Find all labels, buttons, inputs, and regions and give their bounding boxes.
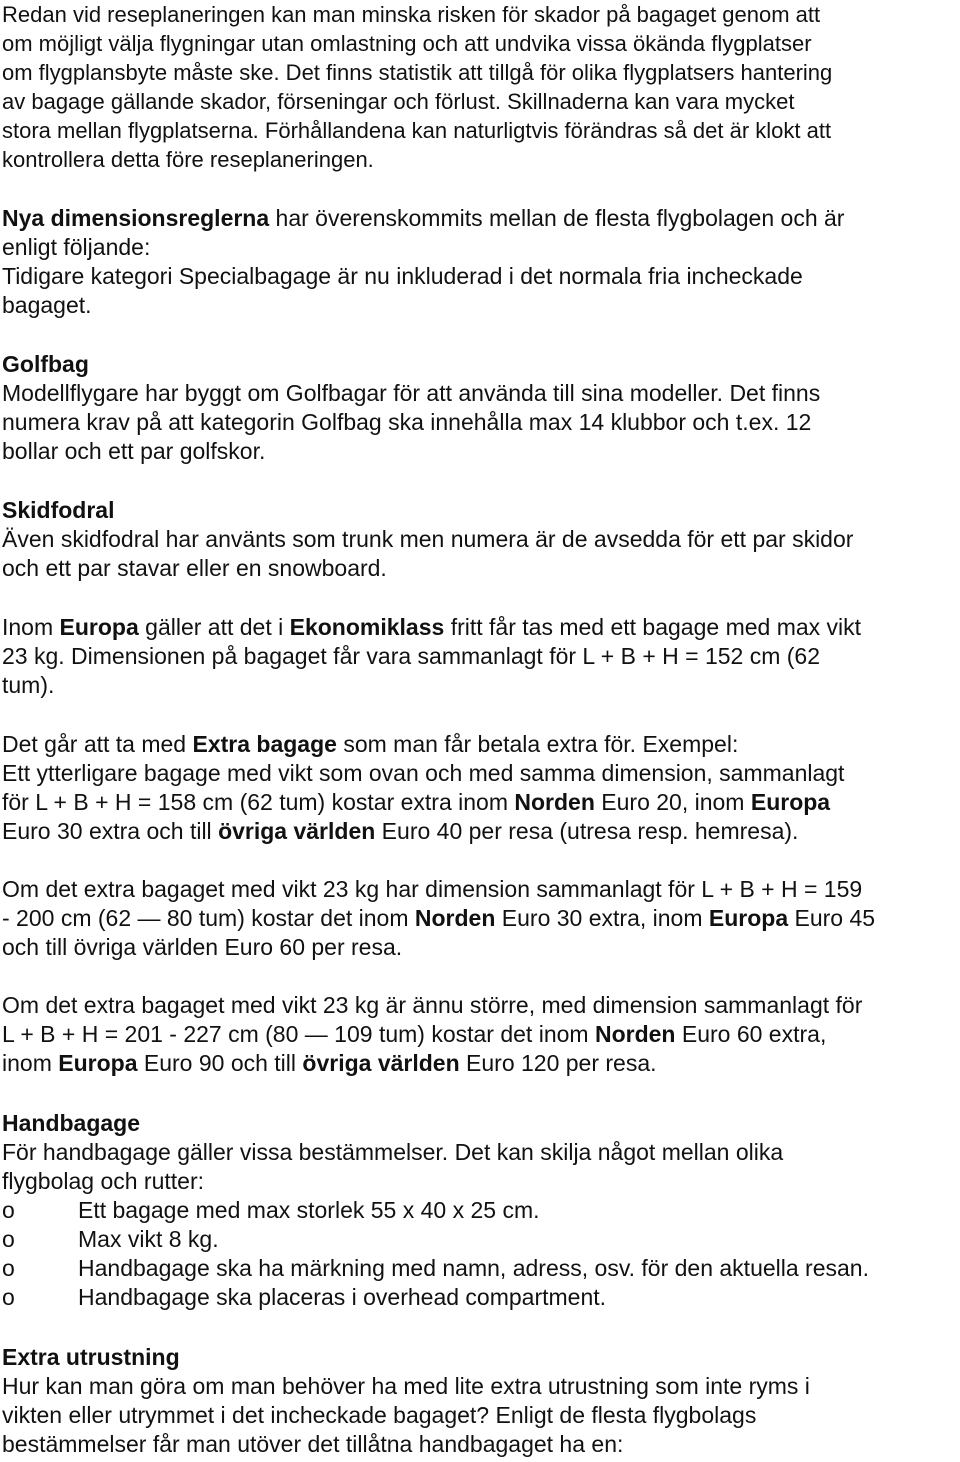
- extra2-line: och till övriga världen Euro 60 per resa.: [2, 934, 403, 960]
- extra-text: Euro 30 extra och till: [2, 818, 219, 844]
- extra-line: [2, 817, 956, 846]
- handbagage-heading: Handbagage: [2, 1110, 141, 1136]
- list-item-text: Handbagage ska placeras i overhead compartment.: [78, 1284, 607, 1310]
- bullet-marker: o: [2, 1284, 15, 1310]
- europa-text: Inom: [2, 614, 60, 640]
- extra2-text: - 200 cm (62 — 80 tum) kostar det inom: [2, 905, 415, 931]
- rules-line: bagaget.: [2, 292, 92, 318]
- extra-line: [2, 788, 956, 817]
- europa-bold: Europa: [750, 789, 831, 815]
- golfbag-line: bollar och ett par golfskor.: [2, 438, 266, 464]
- extra-line: Ett ytterligare bagage med vikt som ovan och med samma dimension, sammanlagt: [2, 760, 845, 786]
- bullet-marker: o: [2, 1255, 15, 1281]
- extra2-text: Euro 45: [788, 905, 876, 931]
- extra2-text: Euro 30 extra, inom: [495, 905, 709, 931]
- extra3-text: Euro 60 extra,: [675, 1021, 827, 1047]
- utrustning-line: bestämmelser får man utöver det tillåtna handbagaget ha en:: [2, 1431, 624, 1457]
- ovriga-varlden-bold: övriga världen: [218, 818, 376, 844]
- list-item: [2, 1254, 956, 1283]
- list-item-text: Ett bagage med max storlek 55 x 40 x 25 cm.: [78, 1197, 540, 1223]
- list-item-text: Max vikt 8 kg.: [78, 1226, 219, 1252]
- golfbag-heading: Golfbag: [2, 351, 89, 377]
- rules-bold-lead: Nya dimensionsreglerna: [2, 205, 270, 231]
- extra2-line: [2, 904, 956, 933]
- extra-text: Euro 20, inom: [594, 789, 751, 815]
- golfbag-line: numera krav på att kategorin Golfbag ska innehålla max 14 klubbor och t.ex. 12: [2, 409, 812, 435]
- list-item: [2, 1283, 956, 1312]
- extra-bagage-3-paragraph: [2, 991, 956, 1078]
- rules-line: enligt följande:: [2, 234, 151, 260]
- norden-bold: Norden: [594, 1021, 676, 1047]
- extra3-text: Euro 90 och till: [137, 1050, 303, 1076]
- rules-text: har överenskommits mellan de flesta flygbolagen och är: [269, 205, 845, 231]
- list-item: [2, 1196, 956, 1225]
- europa-line: 23 kg. Dimensionen på bagaget får vara sammanlagt för L + B + H = 152 cm (62: [2, 643, 821, 669]
- intro-line: om flygplansbyte måste ske. Det finns statistik att tillgå för olika flygplatsers hantering: [2, 60, 833, 85]
- intro-line: om möjligt välja flygningar utan omlastning och att undvika vissa ökända flygplatser: [2, 31, 812, 56]
- rules-line: [2, 204, 956, 233]
- extra-text: Det går att ta med: [2, 731, 193, 757]
- extra3-text: Euro 120 per resa.: [459, 1050, 657, 1076]
- golfbag-line: Modellflygare har byggt om Golfbagar för att använda till sina modeller. Det finns: [2, 380, 821, 406]
- ovriga-varlden-bold: övriga världen: [302, 1050, 460, 1076]
- europa-paragraph: [2, 613, 956, 700]
- intro-line: kontrollera detta före reseplaneringen.: [2, 147, 374, 172]
- skidfodral-section: [2, 496, 956, 583]
- extra3-line: [2, 1049, 956, 1078]
- extra3-text: L + B + H = 201 - 227 cm (80 — 109 tum) kostar det inom: [2, 1021, 595, 1047]
- handbagage-line: För handbagage gäller vissa bestämmelser. Det kan skilja något mellan olika: [2, 1139, 784, 1165]
- europa-bold: Europa: [59, 614, 139, 640]
- extra3-line: [2, 1020, 956, 1049]
- list-item: [2, 1225, 956, 1254]
- europa-text: gäller att det i: [138, 614, 290, 640]
- extra-utrustning-heading: Extra utrustning: [2, 1344, 180, 1370]
- bullet-marker: o: [2, 1197, 15, 1223]
- europa-line: [2, 613, 956, 642]
- extra3-text: inom: [2, 1050, 59, 1076]
- utrustning-line: Hur kan man göra om man behöver ha med lite extra utrustning som inte ryms i: [2, 1373, 810, 1399]
- rules-line: Tidigare kategori Specialbagage är nu inkluderad i det normala fria incheckade: [2, 263, 803, 289]
- handbagage-list: [2, 1196, 956, 1312]
- extra-line: [2, 730, 956, 759]
- handbagage-section: [2, 1109, 956, 1312]
- europa-line: tum).: [2, 672, 55, 698]
- golfbag-section: [2, 350, 956, 466]
- norden-bold: Norden: [414, 905, 496, 931]
- handbagage-line: flygbolag och rutter:: [2, 1168, 205, 1194]
- skidfodral-line: Även skidfodral har använts som trunk men numera är de avsedda för ett par skidor: [2, 526, 854, 552]
- extra-bagage-2-paragraph: [2, 875, 956, 962]
- extra-text: som man får betala extra för. Exempel:: [336, 731, 739, 757]
- intro-line: stora mellan flygplatserna. Förhållandena kan naturligtvis förändras så det är klokt att: [2, 118, 832, 143]
- extra-utrustning-section: [2, 1343, 956, 1459]
- norden-bold: Norden: [514, 789, 595, 815]
- utrustning-line: vikten eller utrymmet i det incheckade bagaget? Enligt de flesta flygbolags: [2, 1402, 757, 1428]
- extra-text: för L + B + H = 158 cm (62 tum) kostar extra inom: [2, 789, 515, 815]
- intro-paragraph: [2, 0, 956, 174]
- rules-paragraph: [2, 204, 956, 320]
- europa-text: fritt får tas med ett bagage med max vikt: [444, 614, 862, 640]
- ekonomiklass-bold: Ekonomiklass: [289, 614, 445, 640]
- europa-bold: Europa: [708, 905, 789, 931]
- intro-line: av bagage gällande skador, förseningar och förlust. Skillnaderna kan vara mycket: [2, 89, 795, 114]
- europa-bold: Europa: [58, 1050, 138, 1076]
- extra3-line: Om det extra bagaget med vikt 23 kg är ännu större, med dimension sammanlagt för: [2, 992, 863, 1018]
- extra-text: Euro 40 per resa (utresa resp. hemresa).: [375, 818, 799, 844]
- skidfodral-line: och ett par stavar eller en snowboard.: [2, 555, 387, 581]
- extra2-line: Om det extra bagaget med vikt 23 kg har dimension sammanlagt för L + B + H = 159: [2, 876, 863, 902]
- skidfodral-heading: Skidfodral: [2, 497, 115, 523]
- list-item-text: Handbagage ska ha märkning med namn, adress, osv. för den aktuella resan.: [78, 1255, 869, 1281]
- bullet-marker: o: [2, 1226, 15, 1252]
- extra-bagage-bold: Extra bagage: [192, 731, 337, 757]
- intro-line: Redan vid reseplaneringen kan man minska risken för skador på bagaget genom att: [2, 2, 821, 27]
- extra-bagage-paragraph: [2, 730, 956, 846]
